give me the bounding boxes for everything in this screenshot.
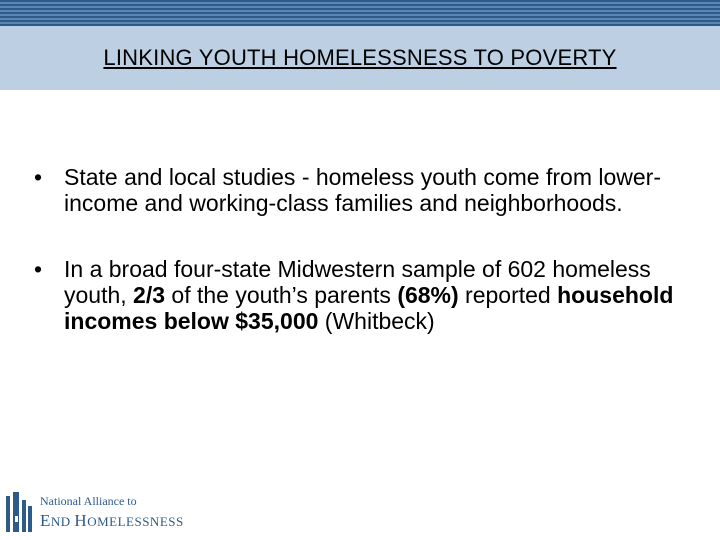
title-band bbox=[0, 26, 720, 90]
logo-text-line2: END HOMELESSNESS bbox=[40, 511, 184, 530]
bullet-text: State and local studies - homeless youth come from lower-income and working-class families and neighborhoods. bbox=[64, 164, 661, 216]
bullet-text-part: (Whitbeck) bbox=[318, 308, 435, 334]
bold-fraction: 2/3 bbox=[133, 282, 166, 308]
bullet-dot: • bbox=[34, 164, 43, 190]
bullet-list bbox=[34, 164, 674, 334]
slide-title: LINKING YOUTH HOMELESSNESS TO POVERTY bbox=[103, 45, 617, 70]
organization-logo bbox=[4, 488, 204, 536]
bold-percent: (68%) bbox=[397, 282, 459, 308]
bullet-text-part: of the youth’s parents bbox=[165, 282, 398, 308]
bullet-item-1 bbox=[34, 164, 674, 216]
bullet-text-part: In a broad four-state Midwestern sample of 602 homeless youth, bbox=[64, 256, 651, 308]
bullet-item-2 bbox=[34, 256, 674, 334]
bold-income: household incomes below $35,000 bbox=[64, 282, 674, 334]
bullet-dot: • bbox=[34, 256, 43, 282]
bullet-text-part: reported bbox=[458, 282, 558, 308]
logo-text-line1: National Alliance to bbox=[40, 494, 137, 508]
header-stripes bbox=[0, 0, 720, 26]
house-logo-icon bbox=[4, 490, 34, 534]
